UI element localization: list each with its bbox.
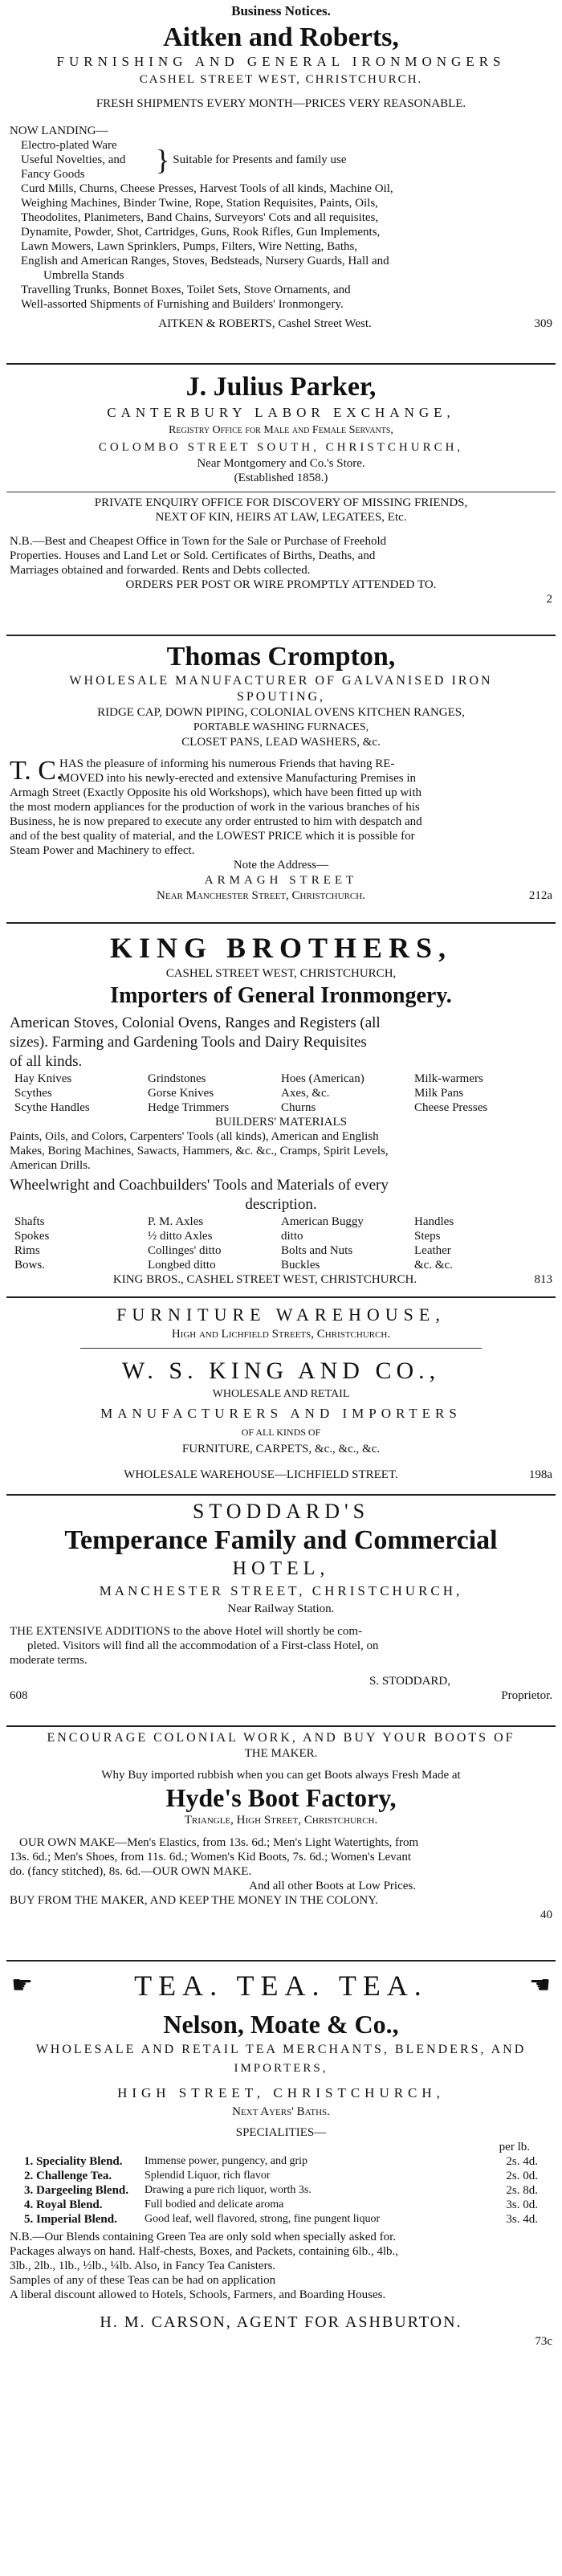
nelson-code: 73c [535, 2335, 552, 2348]
king-title: KING BROTHERS, [109, 932, 453, 964]
king-paints: American Drills. [10, 1159, 91, 1172]
king-paints: Makes, Boring Machines, Sawacts, Hammers, &c. &c., Cramps, Spirit Levels, [10, 1145, 389, 1157]
king-grid1 [0, 1072, 562, 1115]
grid-cell: Longbed ditto [148, 1259, 216, 1272]
wsking-ad [0, 1303, 562, 1482]
crompton-addr1: ARMAGH STREET [204, 874, 358, 887]
aitken-signature: AITKEN & ROBERTS, Cashel Street West. [158, 317, 372, 330]
king-wheel: description. [245, 1196, 317, 1213]
king-wheel: Wheelwright and Coachbuilders' Tools and Materials of every [10, 1177, 389, 1194]
grid-cell: Bolts and Nuts [281, 1244, 353, 1257]
crompton-line4: PORTABLE WASHING FURNACES, [193, 721, 369, 733]
crompton-addr2: Near Manchester Street, Christchurch. [157, 889, 365, 902]
divider [6, 1494, 556, 1496]
grid-cell: American Buggy [281, 1215, 364, 1228]
nelson-agent: H. M. CARSON, AGENT FOR ASHBURTON. [100, 2313, 462, 2331]
aitken-item: English and American Ranges, Stoves, Bedsteads, Nursery Guards, Hall and [21, 255, 389, 267]
king-signature: KING BROS., CASHEL STREET WEST, CHRISTCHURCH. [112, 1273, 417, 1286]
crompton-body: Steam Power and Machinery to effect. [10, 844, 195, 857]
parker-nb: N.B.—Best and Cheapest Office in Town for the Sale or Purchase of Freehold [10, 535, 387, 548]
parker-orders: ORDERS PER POST OR WIRE PROMPTLY ATTENDED TO. [125, 578, 437, 591]
stoddard-body: THE EXTENSIVE ADDITIONS to the above Hotel will shortly be com- [10, 1625, 363, 1638]
stoddard-proprietor: Proprietor. [501, 1689, 552, 1702]
hyde-top2: THE MAKER. [244, 1747, 318, 1760]
grid-cell: Hoes (American) [281, 1072, 364, 1085]
aitken-title: Aitken and Roberts, [163, 22, 399, 52]
grid-cell: Hedge Trimmers [148, 1101, 230, 1114]
parker-enquiry2: NEXT OF KIN, HEIRS AT LAW, LEGATEES, Etc. [155, 511, 407, 524]
king-intro: American Stoves, Colonial Ovens, Ranges and Registers (all [10, 1014, 381, 1031]
aitken-item: Weighing Machines, Binder Twine, Rope, Station Requisites, Paints, Oils, [21, 197, 378, 210]
grid-cell: ditto [281, 1230, 303, 1243]
aitken-ad [0, 22, 562, 331]
king-intro: sizes). Farming and Gardening Tools and Dairy Requisites [10, 1034, 367, 1051]
stoddard-body: pleted. Visitors will find all the accommodation of a First-class Hotel, on [27, 1639, 379, 1652]
hyde-why: Why Buy imported rubbish when you can get Boots always Fresh Made at [101, 1769, 461, 1782]
crompton-body: HAS the pleasure of informing his numerous Friends that having RE- [59, 757, 395, 770]
nelson-specialities: SPECIALITIES— [235, 2126, 327, 2139]
crompton-body: the most modern appliances for the production of work in the various branches of his [10, 801, 420, 814]
parker-nb: Marriages obtained and forwarded. Rents and Debts collected. [10, 564, 311, 577]
aitken-item: Theodolites, Planimeters, Band Chains, Surveyors' Cots and all requisites, [21, 211, 379, 224]
grid-cell: Hay Knives [14, 1072, 72, 1085]
grid-cell: Cheese Presses [414, 1101, 488, 1114]
tea-row: 1. Speciality Blend. Immense power, pungency, and grip 2s. 4d. [24, 2155, 538, 2168]
parker-ad [0, 371, 562, 606]
aitken-now-landing: NOW LANDING— [10, 125, 108, 137]
king-intro: of all kinds. [10, 1053, 83, 1070]
pointing-hand-icon: ☛ [11, 1972, 33, 1998]
divider [6, 922, 556, 924]
parker-enquiry1: PRIVATE ENQUIRY OFFICE FOR DISCOVERY OF MISSING FRIENDS, [94, 496, 468, 509]
nelson-perlb: per lb. [499, 2141, 530, 2153]
grid-cell: Milk Pans [414, 1087, 464, 1100]
aitken-item: Umbrella Stands [43, 269, 124, 282]
crompton-line3: RIDGE CAP, DOWN PIPING, COLONIAL OVENS KITCHEN RANGES, [97, 706, 465, 719]
aitken-item: Travelling Trunks, Bonnet Boxes, Toilet Sets, Stove Ornaments, and [21, 284, 351, 296]
hyde-make: And all other Boots at Low Prices. [249, 1880, 416, 1892]
stoddard-ad [0, 1499, 562, 1703]
parker-line4: Near Montgomery and Co.'s Store. [197, 457, 365, 470]
divider [6, 363, 556, 365]
aitken-item: Lawn Mowers, Lawn Sprinklers, Pumps, Filters, Wire Netting, Baths, [21, 240, 358, 253]
tea-list [0, 2154, 562, 2227]
tea-row: 3. Dargeeling Blend. Drawing a pure rich liquor, worth 3s. 2s. 8d. [24, 2184, 538, 2197]
aitken-item: Useful Novelties, and [21, 153, 126, 166]
crompton-code: 212a [528, 889, 552, 902]
aitken-presents: Suitable for Presents and family use [173, 153, 347, 166]
king-address: CASHEL STREET WEST, CHRISTCHURCH, [165, 967, 397, 980]
crompton-line1: WHOLESALE MANUFACTURER OF GALVANISED IRON [69, 674, 493, 688]
stoddard-address: MANCHESTER STREET, CHRISTCHURCH, [99, 1583, 463, 1598]
stoddard-code: 608 [10, 1689, 28, 1702]
parker-code: 2 [546, 593, 552, 606]
nelson-pack: Packages always on hand. Half-chests, Boxes, and Packets, containing 6lb., 4lb., [10, 2245, 399, 2258]
crompton-line2: SPOUTING, [236, 690, 326, 704]
grid-cell: Steps [414, 1230, 441, 1243]
aitken-subtitle: FURNISHING AND GENERAL IRONMONGERS [56, 54, 506, 69]
hyde-top1: ENCOURAGE COLONIAL WORK, AND BUY YOUR BOOTS OF [47, 1731, 515, 1745]
divider [6, 1960, 556, 1962]
crompton-initials: T. C. [10, 756, 63, 786]
king-paints: Paints, Oils, and Colors, Carpenters' Tools (all kinds), American and English [10, 1130, 379, 1143]
wsking-furniture: FURNITURE WAREHOUSE, [116, 1304, 446, 1325]
divider [6, 1296, 556, 1298]
nelson-pack: 3lb., 2lb., 1lb., ½lb., ¼lb. Also, in Fancy Tea Canisters. [10, 2260, 276, 2272]
wsking-goods: FURNITURE, CARPETS, &c., &c., &c. [181, 1443, 381, 1455]
stoddard-title1: Temperance Family and Commercial [64, 1525, 498, 1555]
tea-row: 5. Imperial Blend. Good leaf, well flavored, strong, fine pungent liquor 3s. 4d. [24, 2213, 538, 2226]
crompton-title: Thomas Crompton, [166, 642, 396, 672]
aitken-list: NOW LANDING— Electro-plated Ware Useful Novelties, and Fancy Goods } Suitable for Presents and family use Curd Mills, Churns, Cheese Presses, Harvest Tools of all kinds, Machine Oil, Weighing Machines, Binder Twine, Rope, Station Requisites, Paints, Oils, Theodolites, Planimeters, Band Chains, Surveyors' Cots and all requisites, Dynamite, Powder, Shot, Cartridges, Guns, Rook Rifles, Gun Implements, Lawn Mowers, Lawn Sprinklers, Pumps, Filters, Wire Netting, Baths, English and American Ranges, Stoves, Bedsteads, Nursery Guards, Hall and Umbrella Stands Travelling Trunks, Bonnet Boxes, Toilet Sets, Stove Ornaments, and Well-assorted Shipments of Furnishing and Builders' Ironmongery. [0, 124, 562, 312]
grid-cell: Shafts [14, 1215, 45, 1228]
hyde-make: OUR OWN MAKE—Men's Elastics, from 13s. 6d.; Men's Light Watertights, from [19, 1836, 419, 1849]
nelson-nb: N.B.—Our Blends containing Green Tea are only sold when specially asked for. [10, 2231, 397, 2243]
nelson-line3: HIGH STREET, CHRISTCHURCH, [117, 2085, 445, 2100]
hyde-buy: BUY FROM THE MAKER, AND KEEP THE MONEY IN THE COLONY. [10, 1894, 378, 1907]
divider [6, 635, 556, 636]
king-ad [0, 930, 562, 1287]
grid-cell: Axes, &c. [281, 1087, 330, 1100]
wsking-warehouse: WHOLESALE WAREHOUSE—LICHFIELD STREET. [124, 1468, 398, 1481]
wsking-title: W. S. KING AND CO., [121, 1357, 441, 1384]
crompton-note: Note the Address— [233, 859, 329, 872]
parker-line1: CANTERBURY LABOR EXCHANGE, [107, 405, 455, 420]
parker-title: J. Julius Parker, [185, 372, 377, 402]
aitken-item: Curd Mills, Churns, Cheese Presses, Harvest Tools of all kinds, Machine Oil, [21, 182, 393, 195]
grid-cell: ½ ditto Axles [148, 1230, 213, 1243]
grid-cell: &c. &c. [414, 1259, 453, 1272]
divider [80, 1348, 482, 1349]
nelson-title: Nelson, Moate & Co., [163, 2010, 399, 2039]
aitken-item: Well-assorted Shipments of Furnishing and Builders' Ironmongery. [21, 298, 344, 311]
parker-line3: COLOMBO STREET SOUTH, CHRISTCHURCH, [98, 441, 464, 454]
stoddard-title2: HOTEL, [232, 1558, 330, 1579]
aitken-item: Electro-plated Ware [21, 139, 117, 152]
tea-row: 4. Royal Blend. Full bodied and delicate aroma 3s. 0d. [24, 2198, 538, 2211]
hyde-make: 13s. 6d.; Men's Shoes, from 11s. 6d.; Women's Kid Boots, 7s. 6d.; Women's Levant [10, 1851, 411, 1864]
tea-row: 2. Challenge Tea. Splendid Liquor, rich flavor 2s. 0d. [24, 2170, 538, 2182]
stoddard-near: Near Railway Station. [227, 1602, 335, 1615]
stoddard-signature: S. STODDARD, [369, 1675, 450, 1688]
pointing-hand-icon: ☚ [529, 1972, 551, 1998]
grid-cell: Scythes [14, 1087, 52, 1100]
nelson-discount: A liberal discount allowed to Hotels, Schools, Farmers, and Boarding Houses. [10, 2288, 386, 2301]
divider [6, 1725, 556, 1727]
grid-cell: Spokes [14, 1230, 50, 1243]
grid-cell: Bows. [14, 1259, 45, 1272]
aitken-code: 309 [534, 317, 552, 330]
nelson-line4: Next Ayers' Baths. [232, 2105, 330, 2118]
king-code: 813 [534, 1273, 552, 1286]
nelson-ad [0, 1968, 562, 2349]
wsking-streets: High and Lichfield Streets, Christchurch. [171, 1328, 391, 1341]
hyde-ad [0, 1730, 562, 1922]
aitken-item: Fancy Goods [21, 168, 85, 181]
crompton-body: and of the best quality of material, and the LOWEST PRICE which it is possible for [10, 830, 415, 843]
wsking-wholesale: WHOLESALE AND RETAIL [212, 1388, 350, 1400]
crompton-ad [0, 641, 562, 903]
nelson-tea: TEA. TEA. TEA. [134, 1970, 428, 2002]
hyde-make: do. (fancy stitched), 8s. 6d.—OUR OWN MAKE. [10, 1865, 252, 1878]
hyde-code: 40 [540, 1909, 552, 1921]
grid-cell: Gorse Knives [148, 1087, 214, 1100]
wsking-manuf: MANUFACTURERS AND IMPORTERS [100, 1406, 462, 1421]
king-grid2 [0, 1215, 562, 1272]
nelson-line2: IMPORTERS, [234, 2062, 328, 2075]
parker-nb: Properties. Houses and Land Let or Sold. Certificates of Births, Deaths, and [10, 549, 376, 562]
hyde-address: Triangle, High Street, Christchurch. [184, 1814, 378, 1827]
grid-cell: Grindstones [148, 1072, 206, 1085]
grid-cell: Milk-warmers [414, 1072, 483, 1085]
grid-cell: Handles [414, 1215, 454, 1228]
grid-cell: Buckles [281, 1259, 320, 1272]
king-builders: BUILDERS' MATERIALS [215, 1116, 347, 1129]
aitken-address: CASHEL STREET WEST, CHRISTCHURCH. [139, 73, 423, 86]
stoddard-name: STODDARD'S [192, 1500, 370, 1523]
aitken-shipments: FRESH SHIPMENTS EVERY MONTH—PRICES VERY REASONABLE. [96, 97, 466, 110]
wsking-ofall: OF ALL KINDS OF [241, 1427, 321, 1438]
parker-line2: Registry Office for Male and Female Servants, [169, 424, 393, 436]
crompton-line5: CLOSET PANS, LEAD WASHERS, &c. [181, 736, 381, 749]
grid-cell: Churns [281, 1101, 316, 1114]
king-importers: Importers of General Ironmongery. [110, 983, 452, 1008]
grid-cell: P. M. Axles [148, 1215, 204, 1228]
parker-line5: (Established 1858.) [234, 472, 328, 484]
nelson-line1: WHOLESALE AND RETAIL TEA MERCHANTS, BLENDERS, AND [35, 2043, 527, 2056]
nelson-samples: Samples of any of these Teas can be had on application [10, 2274, 276, 2287]
crompton-body: Armagh Street (Exactly Opposite his old Workshops), which have been fitted up with [10, 786, 422, 799]
crompton-body: Business, he is now prepared to execute any order entrusted to him with despatch and [10, 815, 422, 828]
wsking-code: 198a [528, 1468, 552, 1481]
grid-cell: Rims [14, 1244, 40, 1257]
grid-cell: Collinges' ditto [148, 1244, 222, 1257]
aitken-item: Dynamite, Powder, Shot, Cartridges, Guns, Rook Rifles, Gun Implements, [21, 226, 381, 239]
hyde-title: Hyde's Boot Factory, [165, 1783, 397, 1812]
crompton-body: MOVED into his newly-erected and extensive Manufacturing Premises in [59, 772, 417, 785]
grid-cell: Scythe Handles [14, 1101, 90, 1114]
page-header: Business Notices. [231, 3, 331, 18]
grid-cell: Leather [414, 1244, 451, 1257]
stoddard-body: moderate terms. [10, 1654, 88, 1667]
